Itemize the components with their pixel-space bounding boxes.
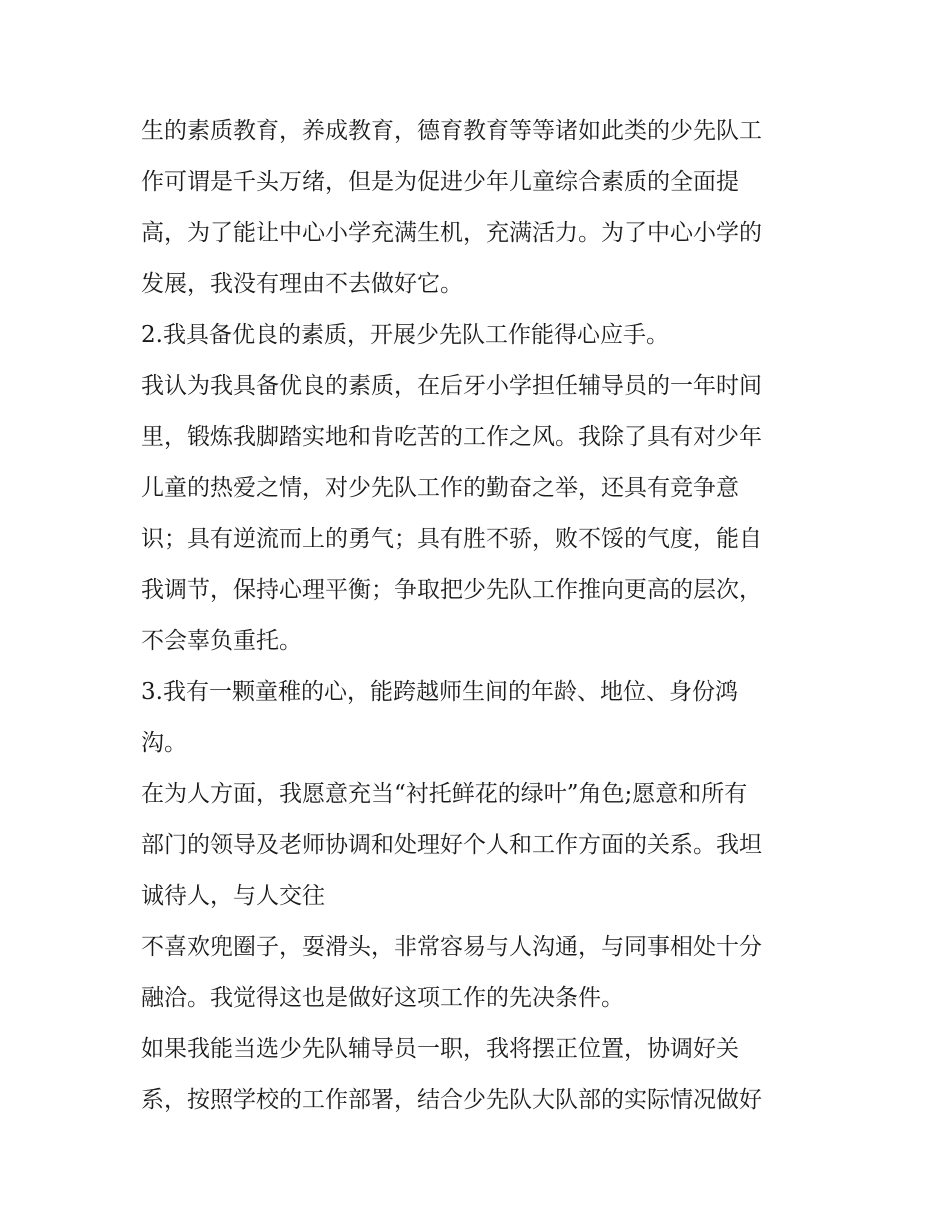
text-line: 识；具有逆流而上的勇气；具有胜不骄，败不馁的气度，能自: [141, 526, 762, 552]
section-heading-2: 2.我具备优良的素质，开展少先队工作能得心应手。: [141, 322, 669, 348]
document-page: [141, 106, 821, 1126]
text-line: 系，按照学校的工作部署，结合少先队大队部的实际情况做好: [141, 1087, 762, 1113]
text-line: 如果我能当选少先队辅导员一职，我将摆正位置，协调好关: [141, 1036, 739, 1062]
text-line: 我认为我具备优良的素质，在后牙小学担任辅导员的一年时间: [141, 373, 762, 399]
text-line: 我调节，保持心理平衡；争取把少先队工作推向更高的层次，: [141, 577, 762, 603]
text-line: 高，为了能让中心小学充满生机，充满活力。为了中心小学的: [141, 220, 762, 246]
text-line: 在为人方面，我愿意充当“衬托鲜花的绿叶”角色;愿意和所有: [141, 781, 748, 807]
text-line: 生的素质教育，养成教育，德育教育等等诸如此类的少先队工: [141, 118, 762, 144]
text-line: 沟。: [141, 730, 187, 756]
text-line: 融洽。我觉得这也是做好这项工作的先决条件。: [141, 985, 624, 1011]
text-line: 里，锻炼我脚踏实地和肯吃苦的工作之风。我除了具有对少年: [141, 424, 762, 450]
text-line: 诚待人，与人交往: [141, 883, 325, 909]
text-line: 作可谓是千头万绪，但是为促进少年儿童综合素质的全面提: [141, 169, 739, 195]
text-line: 儿童的热爱之情，对少先队工作的勤奋之举，还具有竞争意: [141, 475, 739, 501]
section-heading-3: 3.我有一颗童稚的心，能跨越师生间的年龄、地位、身份鸿: [141, 679, 738, 705]
text-line: 部门的领导及老师协调和处理好个人和工作方面的关系。我坦: [141, 832, 762, 858]
text-line: 不喜欢兜圈子，耍滑头，非常容易与人沟通，与同事相处十分: [141, 934, 762, 960]
text-line: 发展，我没有理由不去做好它。: [141, 271, 463, 297]
text-line: 不会辜负重托。: [141, 628, 302, 654]
